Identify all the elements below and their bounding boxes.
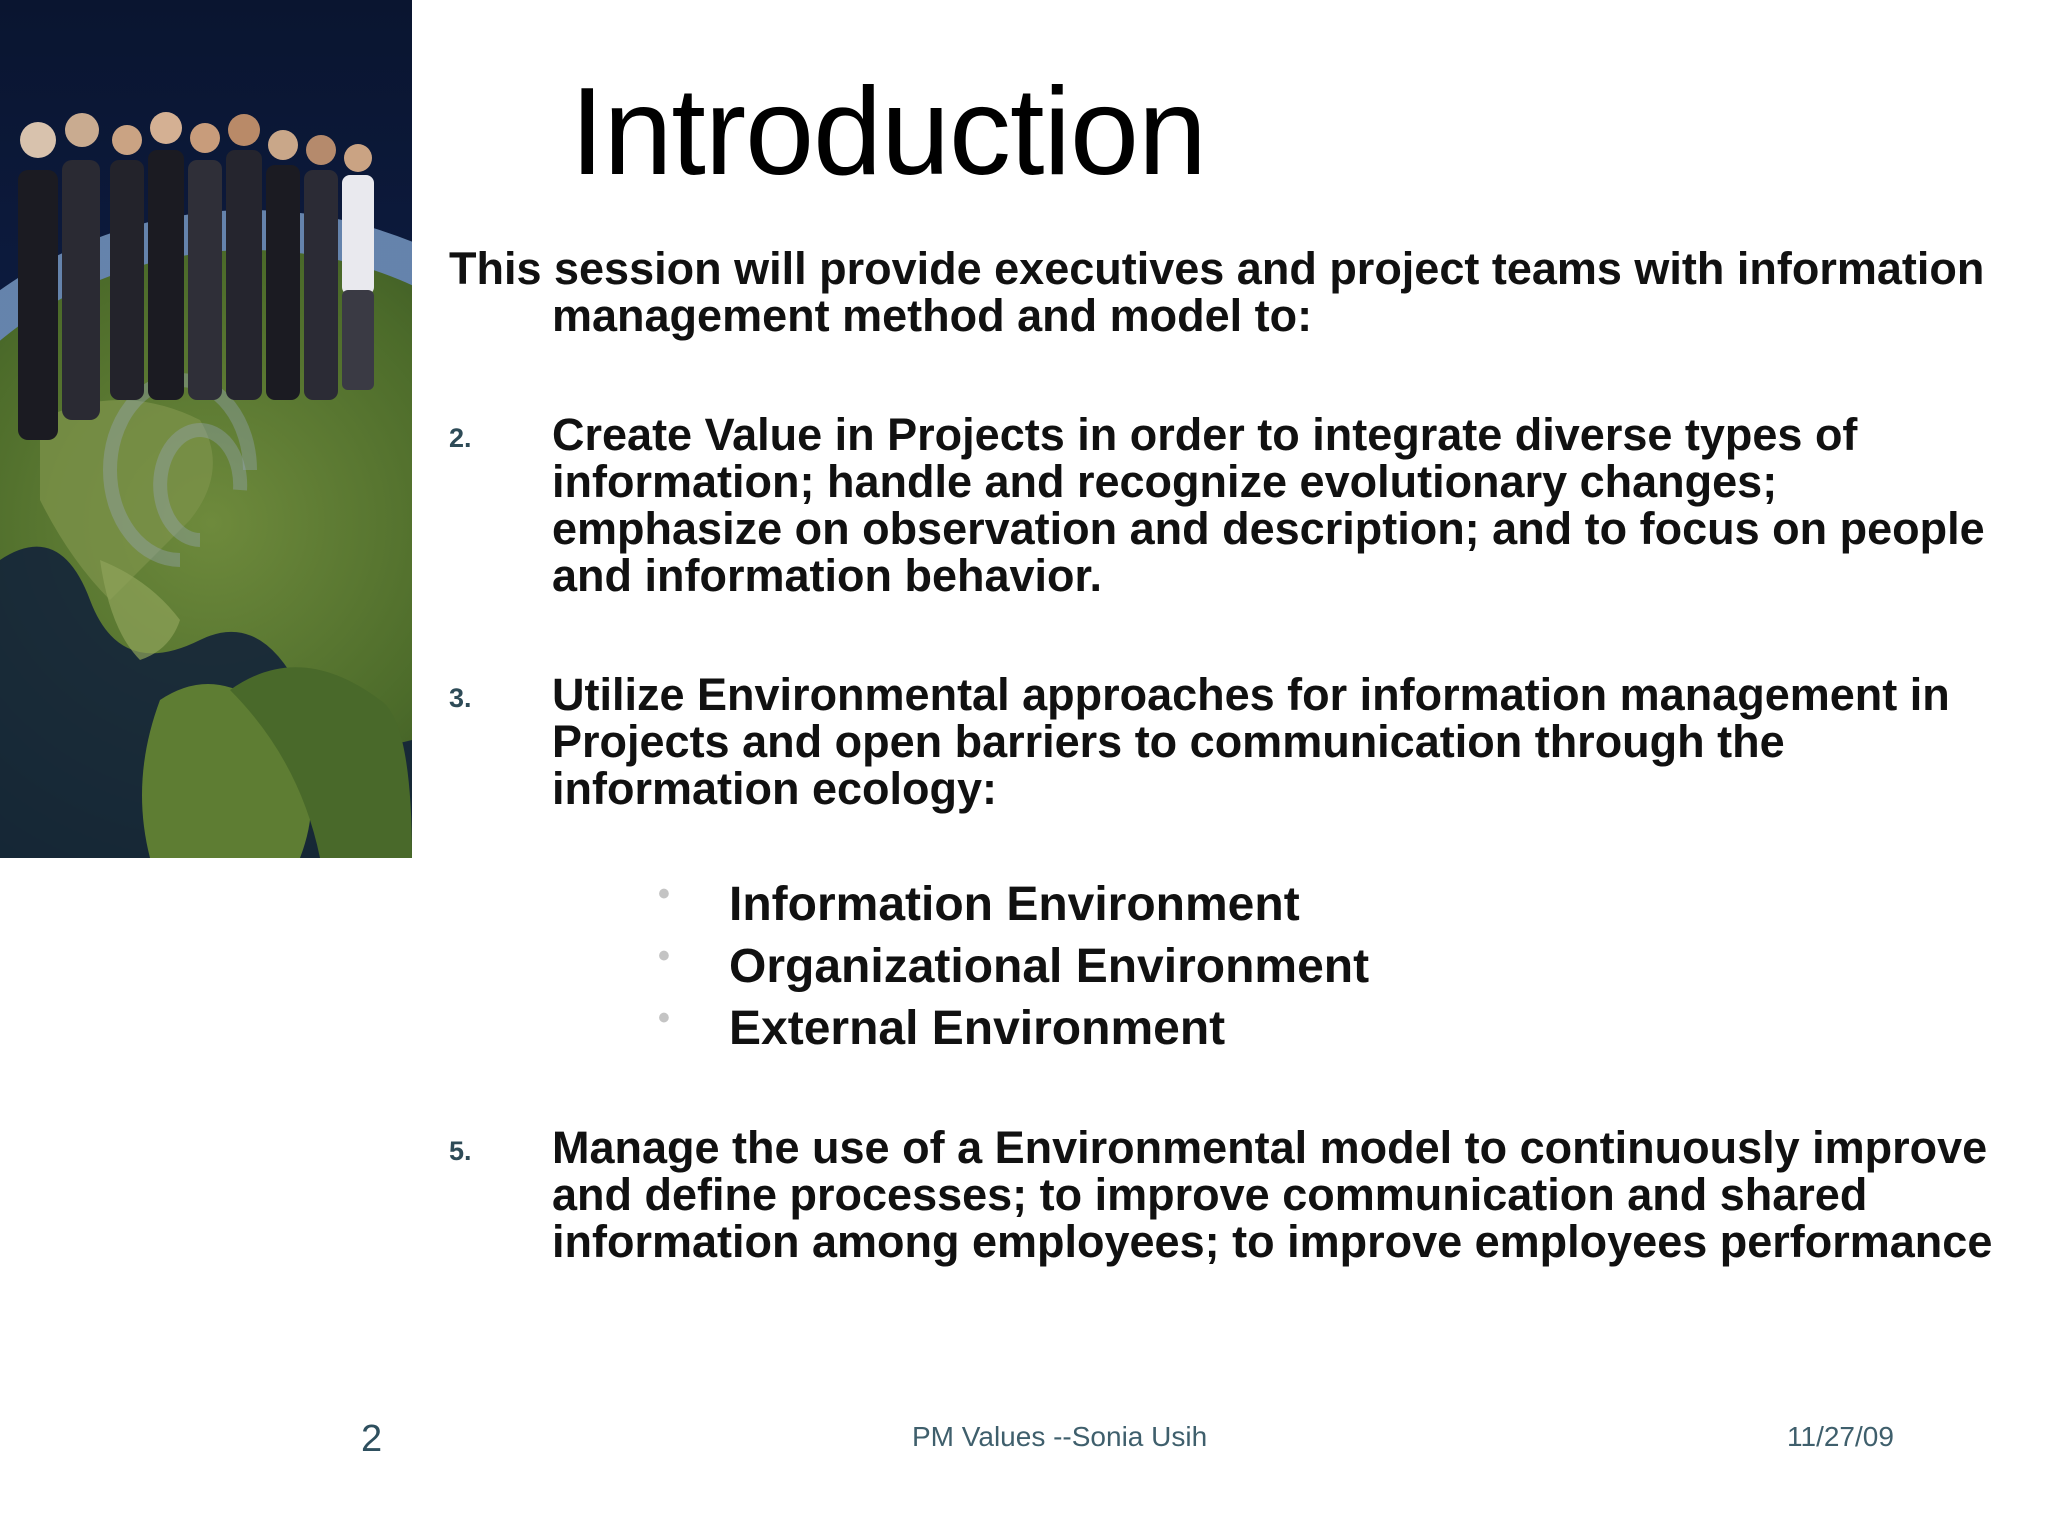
item-number: 2.	[449, 423, 472, 453]
bullet-item	[449, 936, 2009, 998]
footer-title: PM Values --Sonia Usih	[912, 1421, 1208, 1452]
item-number: 5.	[449, 1136, 472, 1166]
item-number: 3.	[449, 683, 472, 713]
footer-date: 11/27/09	[1787, 1421, 1894, 1452]
bullet-item	[449, 998, 2009, 1060]
item-text: Create Value in Projects in order to integrate diverse types of information; handle and recognize evolutionary changes; emphasize on observation and description; and to focus on people and information behavior.	[552, 409, 1985, 601]
bullet-item	[449, 874, 2009, 936]
bullet-text: Information Environment	[729, 878, 1300, 931]
item-text: Utilize Environmental approaches for information management in Projects and open barriers to communication through the information ecology:	[552, 669, 1950, 814]
slide-body	[449, 245, 2009, 1265]
bullet-dot-icon: •	[658, 999, 670, 1037]
slide-number: 2	[361, 1418, 383, 1460]
bullet-dot-icon: •	[658, 875, 670, 913]
team-on-globe-image	[0, 0, 412, 858]
slide-title: Introduction	[570, 63, 1206, 201]
bullet-text: External Environment	[729, 1002, 1226, 1055]
numbered-item	[449, 671, 2009, 812]
environment-bullet-list	[449, 874, 2009, 1060]
item-text: Manage the use of a Environmental model to continuously improve and define processes; to improve communication and shared information among employees; to improve employees performance	[552, 1122, 1993, 1267]
intro-paragraph: This session will provide executives and project teams with information management method and model to:	[449, 243, 1985, 341]
bullet-dot-icon: •	[658, 937, 670, 975]
bullet-text: Organizational Environment	[729, 940, 1370, 993]
numbered-item	[449, 411, 2009, 599]
numbered-item	[449, 1124, 2009, 1265]
